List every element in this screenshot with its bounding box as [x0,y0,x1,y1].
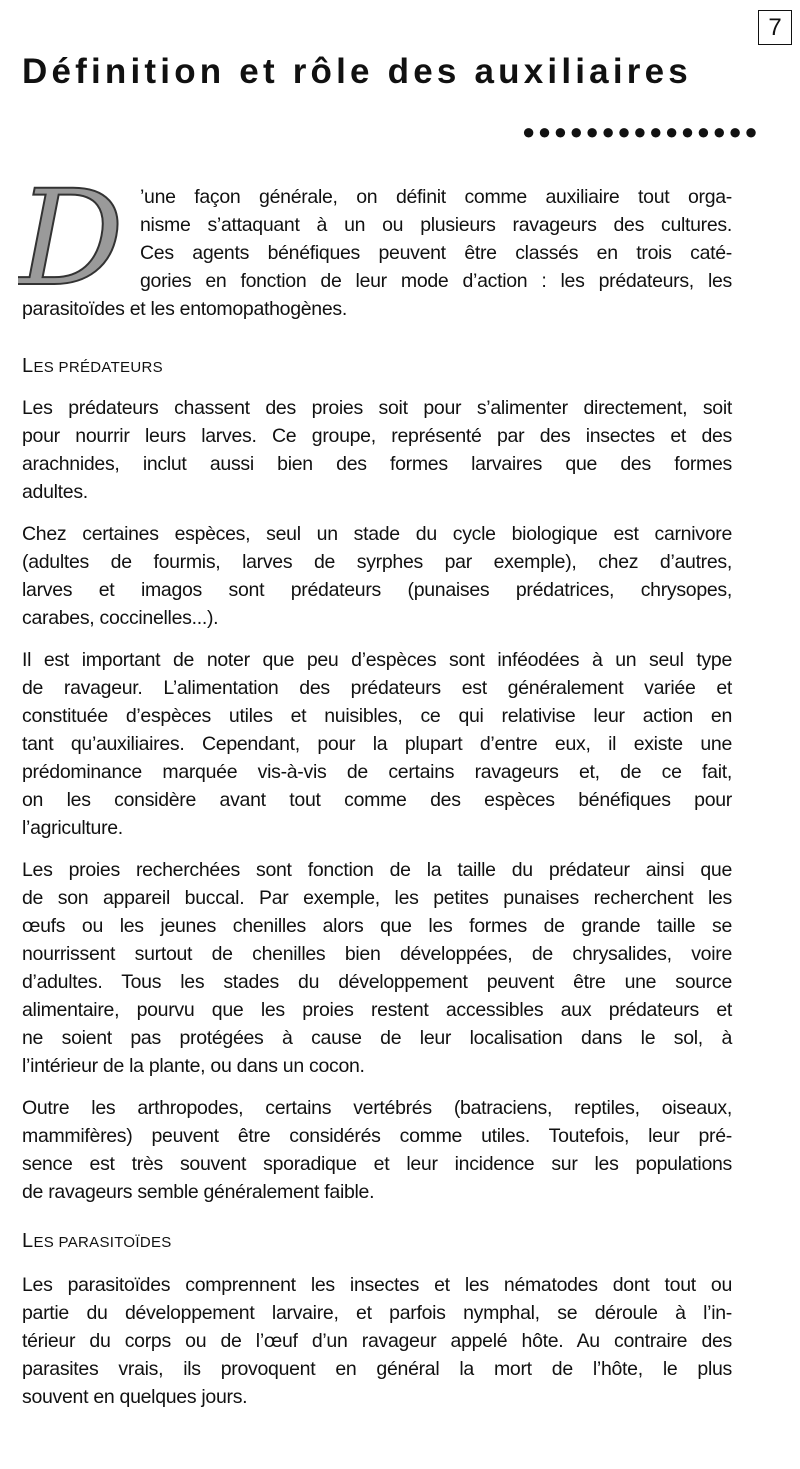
text-line: térieur du corps ou de l’œuf d’un ravageur appelé hôte. Au contraire des [22,1330,732,1352]
text-line: arachnides, inclut aussi bien des formes larvaires que des formes [22,453,732,475]
text-line: d’adultes. Tous les stades du développement peuvent être une source [22,971,732,993]
text-line: l’agriculture. [22,817,123,839]
text-line: mammifères) peuvent être considérés comme utiles. Toutefois, leur pré- [22,1125,732,1147]
text-line: Ces agents bénéfiques peuvent être classés en trois caté- [140,242,732,264]
text-line: parasites vrais, ils provoquent en général la mort de l’hôte, le plus [22,1358,732,1380]
heading-rest: ES PRÉDATEURS [33,359,163,376]
paragraph [22,646,732,842]
text-line: Les proies recherchées sont fonction de la taille du prédateur ainsi que [22,859,732,881]
intro-paragraph [22,183,732,323]
text-line: ’une façon générale, on définit comme auxiliaire tout orga- [140,186,732,208]
dot-rule-divider: ●●●●●●●●●●●●●●● [522,119,761,144]
heading-initial: L [22,355,34,377]
page-number: 7 [758,10,792,45]
heading-rest: ES PARASITOÏDES [33,1234,172,1251]
text-line: constituée d’espèces utiles et nuisibles, ce qui relativise leur action en [22,705,732,727]
section-body-predateurs [22,394,732,1220]
text-line: (adultes de fourmis, larves de syrphes par exemple), chez d’autres, [22,551,732,573]
paragraph [22,520,732,632]
section-body-parasitoides [22,1271,732,1425]
text-line: partie du développement larvaire, et parfois nymphal, se déroule à l’in- [22,1302,732,1324]
text-line: Il est important de noter que peu d’espèces sont inféodées à un seul type [22,649,732,671]
text-line: sence est très souvent sporadique et leur incidence sur les populations [22,1153,732,1175]
text-line: parasitoïdes et les entomopathogènes. [22,298,347,320]
drop-cap: D [18,183,124,295]
text-line: gories en fonction de leur mode d’action : les prédateurs, les [140,270,732,292]
page-title: Définition et rôle des auxiliaires [22,52,692,91]
text-line: Les parasitoïdes comprennent les insectes et les nématodes dont tout ou [22,1274,732,1296]
text-line: larves et imagos sont prédateurs (punaises prédatrices, chrysopes, [22,579,732,601]
paragraph [22,1271,732,1411]
text-line: pour nourrir leurs larves. Ce groupe, représenté par des insectes et des [22,425,732,447]
text-line: nisme s’attaquant à un ou plusieurs ravageurs des cultures. [140,214,732,236]
section-heading-predateurs [22,355,163,378]
text-line: de ravageur. L’alimentation des prédateurs est généralement variée et [22,677,732,699]
text-line: alimentaire, pourvu que les proies restent accessibles aux prédateurs et [22,999,732,1021]
text-line: prédominance marquée vis-à-vis de certains ravageurs et, de ce fait, [22,761,732,783]
text-line: carabes, coccinelles...). [22,607,219,629]
text-line: ne soient pas protégées à cause de leur localisation dans le sol, à [22,1027,732,1049]
paragraph [22,1094,732,1206]
text-line: l’intérieur de la plante, ou dans un cocon. [22,1055,365,1077]
section-heading-parasitoides [22,1230,172,1253]
text-line: de ravageurs semble généralement faible. [22,1181,375,1203]
text-line: adultes. [22,481,88,503]
text-line: Outre les arthropodes, certains vertébrés (batraciens, reptiles, oiseaux, [22,1097,732,1119]
text-line: nourrissent surtout de chenilles bien développées, de chrysalides, voire [22,943,732,965]
paragraph [22,856,732,1080]
paragraph [22,394,732,506]
text-line: œufs ou les jeunes chenilles alors que les formes de grande taille se [22,915,732,937]
text-line: Les prédateurs chassent des proies soit pour s’alimenter directement, soit [22,397,732,419]
text-line: Chez certaines espèces, seul un stade du cycle biologique est carnivore [22,523,732,545]
text-line: de son appareil buccal. Par exemple, les petites punaises recherchent les [22,887,732,909]
heading-initial: L [22,1230,34,1252]
text-line: tant qu’auxiliaires. Cependant, pour la plupart d’entre eux, il existe une [22,733,732,755]
text-line: on les considère avant tout comme des espèces bénéfiques pour [22,789,732,811]
text-line: souvent en quelques jours. [22,1386,248,1408]
